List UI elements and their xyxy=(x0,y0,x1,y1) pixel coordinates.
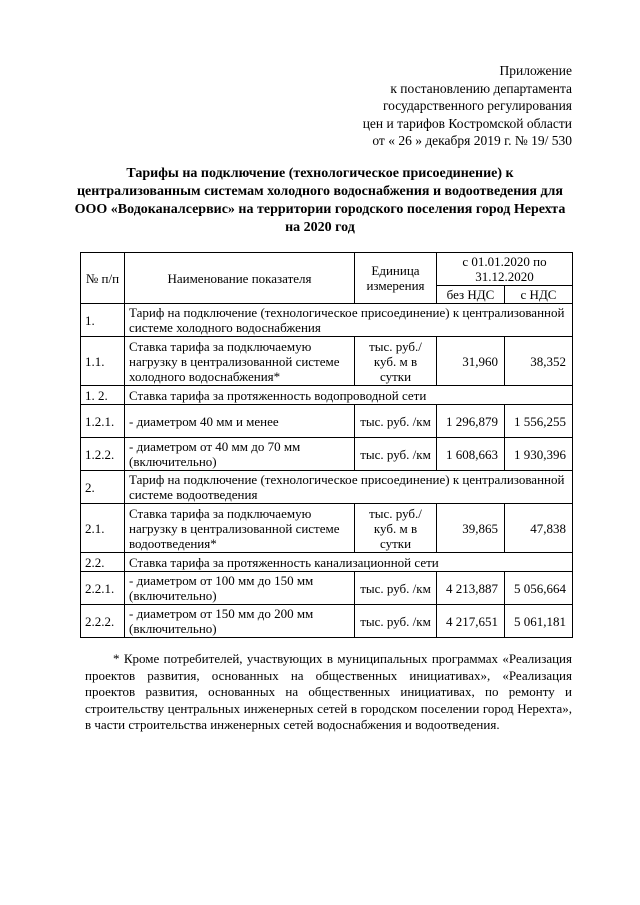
table-row xyxy=(81,605,573,638)
row-num: 1. xyxy=(81,304,125,337)
table-row xyxy=(81,438,573,471)
row-num: 1.2.1. xyxy=(81,405,125,438)
col-header-with-vat: с НДС xyxy=(505,286,573,304)
row-value-with-vat: 1 930,396 xyxy=(505,438,573,471)
row-num: 2.2. xyxy=(81,553,125,572)
row-value-without-vat: 39,865 xyxy=(437,504,505,553)
table-row xyxy=(81,471,573,504)
row-value-with-vat: 38,352 xyxy=(505,337,573,386)
row-value-without-vat: 31,960 xyxy=(437,337,505,386)
row-num: 2.2.1. xyxy=(81,572,125,605)
header-line: от « 26 » декабря 2019 г. № 19/ 530 xyxy=(372,133,572,148)
table-row xyxy=(81,405,573,438)
row-unit: тыс. руб. /км xyxy=(355,438,437,471)
row-value-without-vat: 4 213,887 xyxy=(437,572,505,605)
row-value-without-vat: 1 296,879 xyxy=(437,405,505,438)
row-name: Ставка тарифа за протяженность канализационной сети xyxy=(125,553,573,572)
row-name: Тариф на подключение (технологическое присоединение) к централизованной системе водоотведения xyxy=(125,471,573,504)
col-header-name: Наименование показателя xyxy=(125,253,355,304)
row-name: - диаметром 40 мм и менее xyxy=(125,405,355,438)
row-num: 1. 2. xyxy=(81,386,125,405)
col-header-unit: Единица измерения xyxy=(355,253,437,304)
row-name: Ставка тарифа за протяженность водопроводной сети xyxy=(125,386,573,405)
row-value-with-vat: 5 061,181 xyxy=(505,605,573,638)
row-unit: тыс. руб. /км xyxy=(355,405,437,438)
header-line: к постановлению департамента xyxy=(390,80,572,96)
approval-header xyxy=(300,62,572,150)
row-value-with-vat: 47,838 xyxy=(505,504,573,553)
row-value-without-vat: 4 217,651 xyxy=(437,605,505,638)
row-num: 2.1. xyxy=(81,504,125,553)
row-value-with-vat: 1 556,255 xyxy=(505,405,573,438)
row-num: 1.1. xyxy=(81,337,125,386)
row-unit: тыс. руб. /км xyxy=(355,572,437,605)
row-name: Ставка тарифа за подключаемую нагрузку в централизованной системе холодного водоснабжения* xyxy=(125,337,355,386)
table-row xyxy=(81,386,573,405)
table-row xyxy=(81,304,573,337)
table-row xyxy=(81,337,573,386)
header-line: государственного регулирования xyxy=(382,98,572,113)
row-value-with-vat: 5 056,664 xyxy=(505,572,573,605)
table-row xyxy=(81,553,573,572)
tariff-table xyxy=(80,252,573,638)
row-name: - диаметром от 100 мм до 150 мм (включительно) xyxy=(125,572,355,605)
row-name: - диаметром от 150 мм до 200 мм (включительно) xyxy=(125,605,355,638)
table-row xyxy=(81,572,573,605)
header-line: Приложение xyxy=(499,63,572,78)
header-line: цен и тарифов Костромской области xyxy=(362,115,572,131)
col-header-period: с 01.01.2020 по 31.12.2020 xyxy=(437,253,573,286)
table-header-row xyxy=(81,253,573,286)
row-unit: тыс. руб. /км xyxy=(355,605,437,638)
row-num: 2. xyxy=(81,471,125,504)
row-name: Ставка тарифа за подключаемую нагрузку в централизованной системе водоотведения* xyxy=(125,504,355,553)
col-header-num: № п/п xyxy=(81,253,125,304)
document-title: Тарифы на подключение (технологическое присоединение) к централизованным системам холодного водоснабжения и водоотведения для ООО «Водоканалсервис» на территории городского поселения город Нерехта на 2020 год xyxy=(74,166,566,235)
footnote: * Кроме потребителей, участвующих в муниципальных программах «Реализация проектов развития, основанных на общественных инициативах», «Реализация проектов развития, основанных на общественных инициативах, по ремонту и строительству центральных инженерных сетей в городском поселении город Нерехта», в части строительства инженерных сетей водоснабжения и водоотведения. xyxy=(85,651,572,732)
row-value-without-vat: 1 608,663 xyxy=(437,438,505,471)
row-name: Тариф на подключение (технологическое присоединение) к централизованной системе холодного водоснабжения xyxy=(125,304,573,337)
row-num: 2.2.2. xyxy=(81,605,125,638)
col-header-without-vat: без НДС xyxy=(437,286,505,304)
table-row xyxy=(81,504,573,553)
row-unit: тыс. руб./ куб. м в сутки xyxy=(355,337,437,386)
row-num: 1.2.2. xyxy=(81,438,125,471)
row-unit: тыс. руб./ куб. м в сутки xyxy=(355,504,437,553)
row-name: - диаметром от 40 мм до 70 мм (включительно) xyxy=(125,438,355,471)
